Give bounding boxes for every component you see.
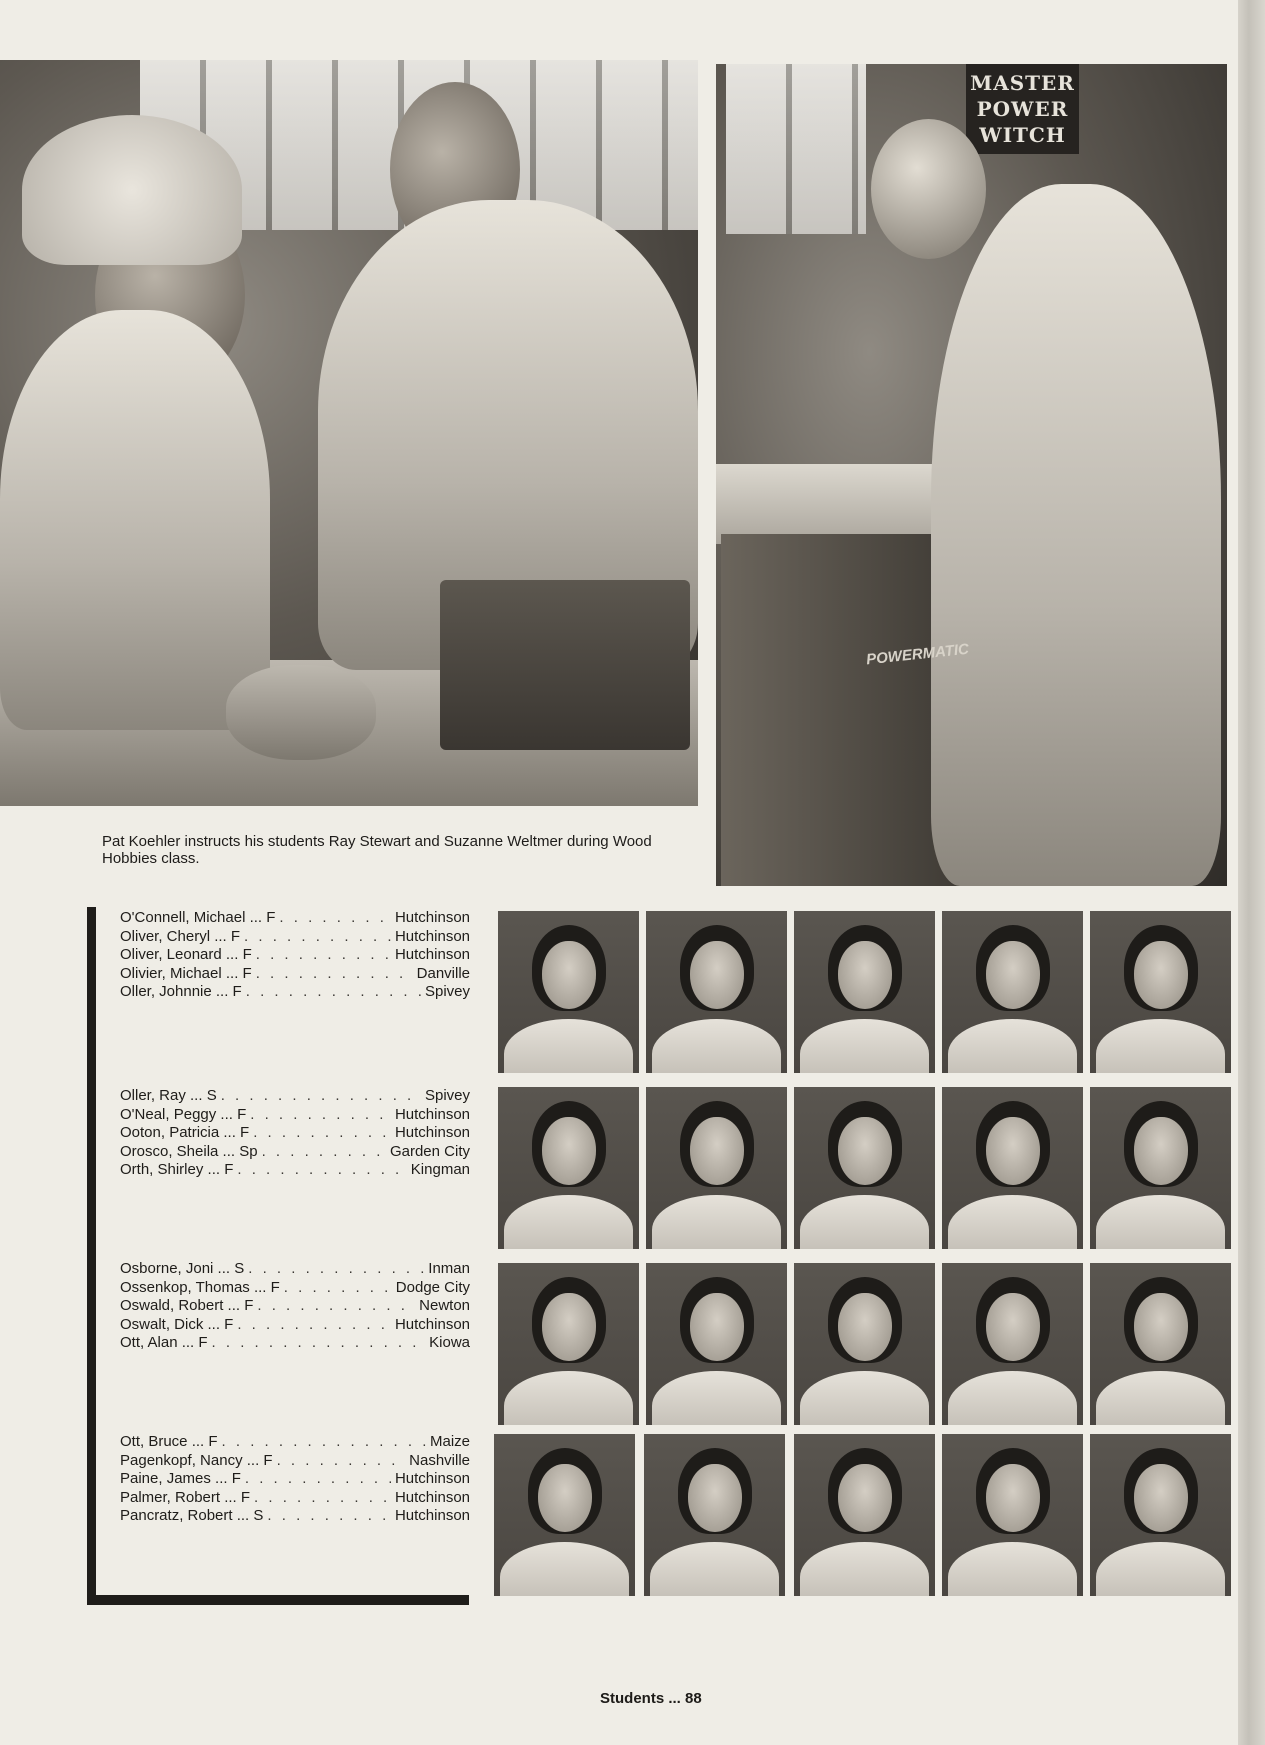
- leader-dots: [248, 1260, 424, 1279]
- student-name: Pancratz, Robert ... S: [120, 1507, 264, 1524]
- student-town: Danville: [416, 964, 470, 982]
- student-town: Newton: [419, 1297, 470, 1314]
- student-town: Spivey: [424, 983, 470, 1000]
- student-portrait: [942, 1087, 1083, 1249]
- student-town: Dodge City: [395, 1278, 470, 1296]
- student-name: Pagenkopf, Nancy ... F: [120, 1451, 273, 1469]
- student-town: Kingman: [410, 1161, 470, 1178]
- student-town: Hutchinson: [394, 1124, 470, 1141]
- name-group-4: [120, 1433, 470, 1526]
- leader-dots: [256, 946, 391, 965]
- student-name: Ott, Alan ... F: [120, 1334, 208, 1351]
- name-entry: [120, 1433, 470, 1452]
- name-entry: [120, 1279, 470, 1298]
- student-town: Hutchinson: [394, 1315, 470, 1333]
- leader-dots: [212, 1334, 426, 1353]
- name-entry: [120, 1124, 470, 1143]
- leader-dots: [277, 1452, 406, 1471]
- leader-dots: [256, 965, 413, 984]
- student-town: Hutchinson: [394, 927, 470, 945]
- leader-dots: [257, 1297, 415, 1316]
- table-saw-photo: [716, 64, 1227, 886]
- student-name: Oswald, Robert ... F: [120, 1297, 254, 1314]
- student-portrait: [942, 1263, 1083, 1425]
- student-name: O'Connell, Michael ... F: [120, 909, 276, 926]
- student-name: Paine, James ... F: [120, 1470, 241, 1487]
- student-portrait: [646, 1263, 787, 1425]
- wood-hobbies-class-photo: [0, 60, 698, 806]
- student-name: Ott, Bruce ... F: [120, 1433, 218, 1450]
- leader-dots: [245, 1470, 391, 1489]
- student-portrait: [644, 1434, 785, 1596]
- student-portrait: [942, 911, 1083, 1073]
- student-town: Hutchinson: [394, 1488, 470, 1506]
- student-town: Garden City: [389, 1142, 470, 1160]
- leader-dots: [237, 1161, 406, 1180]
- name-entry: [120, 1087, 470, 1106]
- leader-dots: [267, 1507, 391, 1526]
- student-town: Kiowa: [429, 1334, 470, 1351]
- student-portrait: [498, 1087, 639, 1249]
- student-portrait: [646, 1087, 787, 1249]
- page-footer: Students ... 88: [600, 1690, 702, 1707]
- sign-line-3: WITCH: [979, 123, 1066, 147]
- name-entry: [120, 1106, 470, 1125]
- name-entry: [120, 1507, 470, 1526]
- name-entry: [120, 946, 470, 965]
- list-frame-left: [87, 907, 96, 1604]
- leader-dots: [244, 928, 391, 947]
- student-portrait: [794, 1434, 935, 1596]
- student-portrait: [794, 1087, 935, 1249]
- student-name: O'Neal, Peggy ... F: [120, 1105, 247, 1123]
- leader-dots: [279, 909, 391, 928]
- name-group-1: [120, 909, 470, 1002]
- leader-dots: [237, 1316, 391, 1335]
- student-town: Hutchinson: [394, 909, 470, 926]
- leader-dots: [221, 1087, 421, 1106]
- leader-dots: [222, 1433, 426, 1452]
- list-frame-bottom: [87, 1595, 469, 1605]
- student-name: Palmer, Robert ... F: [120, 1488, 251, 1506]
- saw-brand-label: POWERMATIC: [865, 640, 970, 669]
- student-town: Spivey: [424, 1087, 470, 1104]
- name-entry: [120, 1260, 470, 1279]
- sign-line-1: MASTER: [970, 71, 1075, 95]
- student-town: Hutchinson: [394, 1470, 470, 1487]
- name-entry: [120, 1334, 470, 1353]
- student-name: Oller, Johnnie ... F: [120, 983, 242, 1000]
- student-portrait: [494, 1434, 635, 1596]
- student-portrait: [498, 911, 639, 1073]
- student-portrait: [1090, 1087, 1231, 1249]
- student-name: Ossenkop, Thomas ... F: [120, 1278, 280, 1296]
- student-name: Ooton, Patricia ... F: [120, 1124, 250, 1141]
- leader-dots: [262, 1143, 386, 1162]
- student-name: Olivier, Michael ... F: [120, 964, 252, 982]
- student-name: Osborne, Joni ... S: [120, 1260, 245, 1277]
- leader-dots: [254, 1489, 391, 1508]
- name-entry: [120, 1452, 470, 1471]
- name-entry: [120, 1489, 470, 1508]
- name-group-3: [120, 1260, 470, 1353]
- student-town: Hutchinson: [394, 946, 470, 963]
- student-portrait: [794, 911, 935, 1073]
- student-portrait: [646, 911, 787, 1073]
- student-portrait: [1090, 1434, 1231, 1596]
- student-town: Inman: [428, 1260, 470, 1277]
- student-portrait: [942, 1434, 1083, 1596]
- name-entry: [120, 1143, 470, 1162]
- student-name: Oliver, Leonard ... F: [120, 946, 252, 963]
- leader-dots: [284, 1279, 392, 1298]
- student-name: Oliver, Cheryl ... F: [120, 927, 241, 945]
- name-entry: [120, 909, 470, 928]
- page-binding-edge: [1238, 0, 1265, 1745]
- leader-dots: [253, 1124, 391, 1143]
- sign-line-2: POWER: [976, 97, 1069, 121]
- student-town: Hutchinson: [394, 1105, 470, 1123]
- student-name: Oller, Ray ... S: [120, 1087, 217, 1104]
- name-entry: [120, 928, 470, 947]
- leader-dots: [250, 1106, 391, 1125]
- photo-sign: [966, 64, 1079, 154]
- student-name: Oswalt, Dick ... F: [120, 1315, 234, 1333]
- name-group-2: [120, 1087, 470, 1180]
- student-portrait: [794, 1263, 935, 1425]
- name-entry: [120, 965, 470, 984]
- student-name: Orosco, Sheila ... Sp: [120, 1142, 258, 1160]
- name-entry: [120, 1297, 470, 1316]
- student-name: Orth, Shirley ... F: [120, 1161, 234, 1178]
- name-entry: [120, 1316, 470, 1335]
- student-town: Nashville: [409, 1451, 470, 1469]
- student-portrait: [1090, 1263, 1231, 1425]
- student-portrait: [498, 1263, 639, 1425]
- name-entry: [120, 1161, 470, 1180]
- photo-caption: Pat Koehler instructs his students Ray Stewart and Suzanne Weltmer during Wood Hobbies class.: [102, 833, 652, 867]
- student-portrait: [1090, 911, 1231, 1073]
- student-town: Hutchinson: [394, 1507, 470, 1524]
- name-entry: [120, 983, 470, 1002]
- student-town: Maize: [429, 1433, 470, 1450]
- name-entry: [120, 1470, 470, 1489]
- leader-dots: [246, 983, 421, 1002]
